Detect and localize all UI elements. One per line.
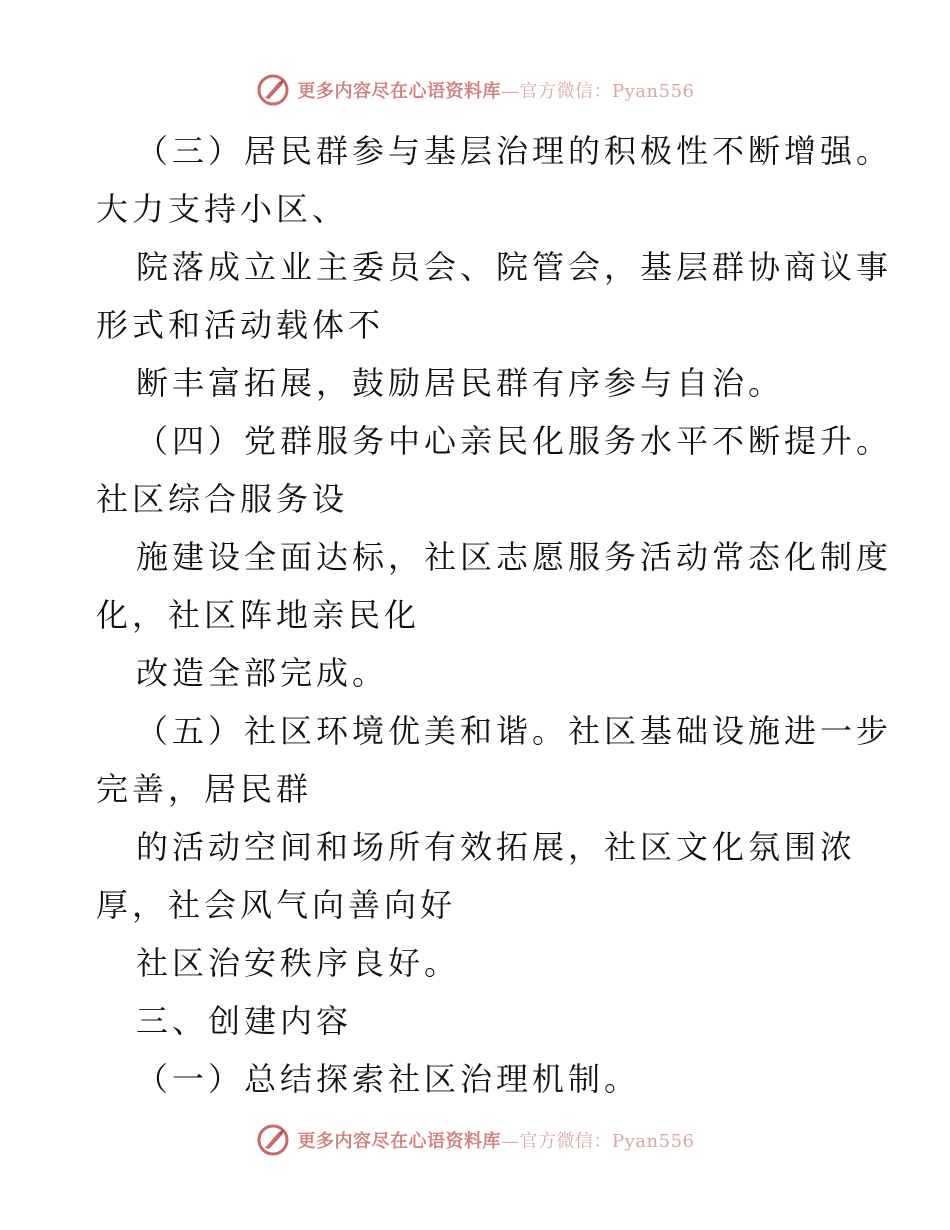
text-line: 大力支持小区、: [96, 190, 349, 228]
text-line: 社区综合服务设: [96, 480, 349, 518]
header-watermark: [0, 70, 950, 110]
quill-pen-logo-icon: [256, 73, 290, 107]
text-line: 社区治安秩序良好。: [136, 944, 461, 982]
document-body: [96, 122, 893, 1108]
text-line: 厚，社会风气向善向好: [96, 886, 457, 924]
text-line: 断丰富拓展，鼓励居民群有序参与自治。: [136, 364, 785, 402]
text-line: （一）总结探索社区治理机制。: [136, 1060, 641, 1098]
text-line: 施建设全面达标，社区志愿服务活动常态化制度: [136, 538, 893, 576]
watermark-wechat: 官方微信：Pyan556: [519, 1131, 695, 1152]
watermark-text: [298, 1127, 695, 1153]
text-line: 三、创建内容: [136, 1002, 353, 1040]
watermark-text: [298, 77, 695, 103]
text-line: 的活动空间和场所有效拓展，社区文化氛围浓: [136, 828, 857, 866]
text-line: （四）党群服务中心亲民化服务水平不断提升。: [136, 422, 893, 460]
text-line: （三）居民群参与基层治理的积极性不断增强。: [136, 132, 893, 170]
watermark-dash: —: [501, 81, 520, 102]
text-line: 完善，居民群: [96, 770, 313, 808]
watermark-wechat: 官方微信：Pyan556: [519, 81, 695, 102]
text-line: （五）社区环境优美和谐。社区基础设施进一步: [136, 712, 893, 750]
watermark-brand: 更多内容尽在心语资料库: [297, 1131, 502, 1152]
watermark-dash: —: [501, 1131, 520, 1152]
text-line: 改造全部完成。: [136, 654, 389, 692]
quill-pen-logo-icon: [256, 1123, 290, 1157]
text-line: 形式和活动载体不: [96, 306, 385, 344]
watermark-brand: 更多内容尽在心语资料库: [297, 81, 502, 102]
text-line: 院落成立业主委员会、院管会，基层群协商议事: [136, 248, 893, 286]
text-line: 化，社区阵地亲民化: [96, 596, 421, 634]
footer-watermark: [0, 1120, 950, 1160]
